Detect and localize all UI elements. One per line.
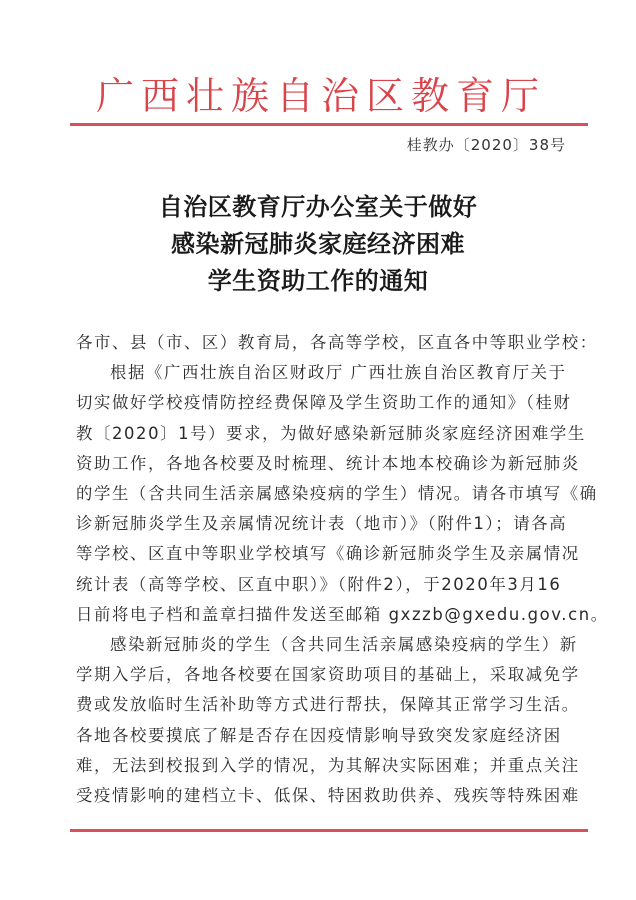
document-number: 桂教办〔2020〕38号 — [406, 136, 566, 154]
paragraph-1-line: 诊新冠肺炎学生及亲属情况统计表（地市）》（附件1）；请各高 — [76, 514, 568, 534]
paragraph-2-line: 感染新冠肺炎的学生（含共同生活亲属感染疫病的学生）新 — [110, 635, 578, 655]
header-red-rule — [70, 123, 588, 126]
paragraph-1-line: 切实做好学校疫情防控经费保障及学生资助工作的通知》（桂财 — [76, 393, 572, 413]
paragraph-2-line: 费或发放临时生活补助等方式进行帮扶，保障其正常学习生活。 — [76, 695, 580, 715]
paragraph-1-line: 根据《广西壮族自治区财政厅 广西壮族自治区教育厅关于 — [110, 363, 567, 383]
salutation-line: 各市、县（市、区）教育局，各高等学校，区直各中等职业学校： — [76, 333, 598, 352]
paragraph-1-line: 教〔2020〕1号）要求，为做好感染新冠肺炎家庭经济困难学生 — [76, 423, 586, 443]
title-line: 学生资助工作的通知 — [207, 266, 429, 295]
paragraph-1-line: 资助工作，各地各校要及时梳理、统计本地本校确诊为新冠肺炎 — [76, 453, 580, 473]
paragraph-2-line: 学期入学后，各地各校要在国家资助项目的基础上，采取减免学 — [76, 665, 580, 685]
footer-red-rule — [70, 829, 588, 832]
paragraph-1-line: 日前将电子档和盖章扫描件发送至邮箱 gxzzb@gxedu.gov.cn。 — [76, 604, 609, 624]
paragraph-2-line: 各地各校要摸底了解是否存在因疫情影响导致突发家庭经济困 — [76, 725, 562, 745]
document-title — [0, 188, 636, 299]
document-body — [76, 328, 609, 811]
title-line: 自治区教育厅办公室关于做好 — [158, 192, 478, 221]
paragraph-2-line: 受疫情影响的建档立卡、低保、特困救助供养、残疾等特殊困难 — [76, 786, 580, 806]
paragraph-2-line: 难，无法到校报到入学的情况，为其解决实际困难；并重点关注 — [76, 755, 580, 775]
paragraph-1-line: 统计表（高等学校、区直中职）》（附件2），于2020年3月16 — [76, 574, 562, 594]
paragraph-1-line: 等学校、区直中等职业学校填写《确诊新冠肺炎学生及亲属情况 — [76, 544, 580, 564]
organization-header: 广西壮族自治区教育厅 — [95, 74, 546, 118]
title-line: 感染新冠肺炎家庭经济困难 — [171, 229, 465, 258]
paragraph-1-line: 的学生（含共同生活亲属感染疫病的学生）情况。请各市填写《确 — [76, 484, 598, 504]
